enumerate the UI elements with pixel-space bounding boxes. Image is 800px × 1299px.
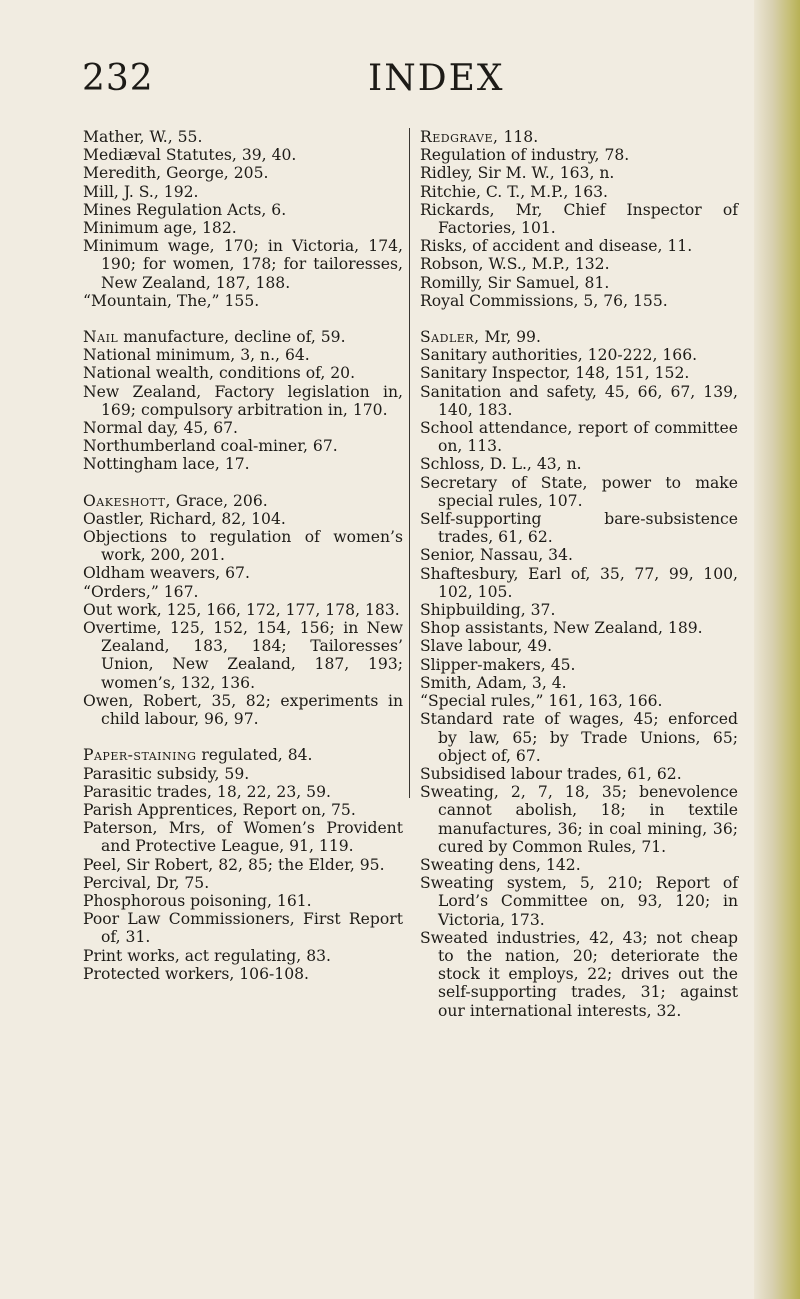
index-entry	[83, 801, 403, 819]
index-entry-text: Regulation of industry, 78.	[420, 146, 630, 165]
index-entry	[83, 419, 403, 437]
index-entry	[83, 219, 403, 237]
index-entry-text: Shaftesbury, Earl of, 35, 77, 99, 100, 102, 105.	[420, 564, 738, 601]
index-entry	[83, 146, 403, 164]
index-entry-lead: Paper-staining	[83, 746, 197, 765]
index-entry-lead: Redgrave,	[420, 128, 499, 146]
index-entry-text: Sweating dens, 142.	[420, 855, 581, 874]
section-gap	[420, 310, 738, 328]
index-entry-text: Grace, 206.	[170, 491, 268, 510]
index-entry-text: Mill, J. S., 192.	[83, 182, 199, 201]
index-entry-text: National wealth, conditions of, 20.	[83, 364, 356, 383]
index-entry	[83, 510, 403, 528]
page-header	[0, 58, 800, 108]
index-entry	[83, 201, 403, 219]
index-entry-text: Sweated industries, 42, 43; not cheap to the nation, 20; deteriorate the stock it employs, 22; drives out the self-supporting trades, 31; against our international interests, 32.	[420, 928, 738, 1020]
index-entry-text: Smith, Adam, 3, 4.	[420, 673, 567, 692]
index-entry-text: “Special rules,” 161, 163, 166.	[420, 692, 663, 711]
index-entry	[420, 710, 738, 765]
index-entry	[83, 455, 403, 473]
index-entry-text: Paterson, Mrs, of Women’s Provident and Protective League, 91, 119.	[83, 819, 403, 856]
index-entry-text: Meredith, George, 205.	[83, 164, 269, 183]
index-entry	[420, 364, 738, 382]
index-entry-text: Senior, Nassau, 34.	[420, 546, 573, 565]
index-entry-text: Mr, 99.	[479, 328, 541, 347]
running-title: INDEX	[368, 58, 505, 99]
index-entry	[420, 474, 738, 510]
index-entry-text: Sweating system, 5, 210; Report of Lord’s Committee on, 93, 120; in Victoria, 173.	[420, 874, 738, 929]
index-entry	[420, 274, 738, 292]
index-entry-text: Parish Apprentices, Report on, 75.	[83, 800, 356, 819]
index-entry	[420, 164, 738, 182]
index-entry	[420, 383, 738, 419]
index-entry	[420, 183, 738, 201]
index-entry	[83, 564, 403, 582]
index-entry-text: Shop assistants, New Zealand, 189.	[420, 619, 703, 638]
index-entry	[83, 856, 403, 874]
index-entry	[83, 128, 403, 146]
index-entry	[420, 674, 738, 692]
index-entry	[83, 346, 403, 364]
index-entry	[83, 765, 403, 783]
index-entry	[420, 510, 738, 546]
index-column-right	[420, 128, 738, 1020]
index-entry-text: Owen, Robert, 35, 82; experiments in child labour, 96, 97.	[83, 691, 403, 729]
index-entry	[420, 255, 738, 273]
index-entry	[420, 637, 738, 655]
index-entry-text: Phosphorous poisoning, 161.	[83, 891, 312, 910]
index-entry	[420, 656, 738, 674]
index-entry-text: Mather, W., 55.	[83, 128, 203, 146]
index-entry-text: Mediæval Statutes, 39, 40.	[83, 146, 297, 165]
index-entry	[420, 455, 738, 473]
index-entry-text: National minimum, 3, n., 64.	[83, 346, 310, 365]
index-entry	[83, 965, 403, 983]
index-entry	[420, 146, 738, 164]
index-entry-text: Parasitic trades, 18, 22, 23, 59.	[83, 782, 331, 801]
index-entry-text: Minimum age, 182.	[83, 219, 237, 238]
index-entry	[420, 601, 738, 619]
index-entry-text: regulated, 84.	[196, 746, 313, 765]
index-entry-lead: Oakeshott,	[83, 491, 171, 510]
index-column-left	[83, 128, 403, 983]
index-entry-text: “Mountain, The,” 155.	[83, 291, 260, 310]
index-entry-text: Ritchie, C. T., M.P., 163.	[420, 182, 609, 201]
index-entry	[83, 783, 403, 801]
index-entry	[83, 364, 403, 382]
index-entry	[420, 237, 738, 255]
index-entry	[420, 765, 738, 783]
index-entry-text: New Zealand, Factory legislation in, 169; compulsory arbitration in, 170.	[83, 382, 403, 419]
index-entry-text: Overtime, 125, 152, 154, 156; in New Zealand, 183, 184; Tailoresses’ Union, New Zealand, 187, 193; women’s, 132, 136.	[83, 619, 403, 692]
index-entry	[420, 292, 738, 310]
index-entry	[420, 328, 738, 346]
index-entry-text: Ridley, Sir M. W., 163, n.	[420, 164, 615, 183]
index-entry	[83, 292, 403, 310]
index-entry	[83, 910, 403, 946]
index-entry-text: Sanitation and safety, 45, 66, 67, 139, 140, 183.	[420, 382, 738, 419]
section-gap	[83, 474, 403, 492]
index-entry	[83, 328, 403, 346]
index-entry	[83, 237, 403, 292]
index-entry-text: Objections to regulation of women’s work, 200, 201.	[83, 528, 403, 565]
index-entry-text: Standard rate of wages, 45; enforced by law, 65; by Trade Unions, 65; object of, 67.	[420, 710, 738, 765]
index-entry-text: Risks, of accident and disease, 11.	[420, 237, 693, 256]
index-entry-text: Peel, Sir Robert, 82, 85; the Elder, 95.	[83, 855, 385, 874]
index-entry	[420, 346, 738, 364]
index-entry-text: Out work, 125, 166, 172, 177, 178, 183.	[83, 600, 400, 619]
section-gap	[83, 310, 403, 328]
column-divider	[409, 128, 410, 798]
index-entry	[83, 746, 403, 764]
index-entry-text: Schloss, D. L., 43, n.	[420, 455, 582, 474]
index-entry	[83, 892, 403, 910]
index-entry-text: Percival, Dr, 75.	[83, 873, 210, 892]
index-entry	[420, 128, 738, 146]
index-entry-lead: Nail	[83, 328, 119, 347]
index-entry-text: Mines Regulation Acts, 6.	[83, 200, 287, 219]
index-entry-text: Print works, act regulating, 83.	[83, 946, 331, 965]
index-entry	[420, 783, 738, 856]
index-entry-text: Poor Law Commissioners, First Report of, 31.	[83, 910, 403, 947]
index-entry	[83, 874, 403, 892]
index-entry-text: Self-supporting bare-subsistence trades, 61, 62.	[420, 510, 738, 547]
index-entry-text: Rickards, Mr, Chief Inspector of Factories, 101.	[420, 200, 738, 238]
index-entry-lead: Sadler,	[420, 328, 480, 347]
index-entry-text: Slipper-makers, 45.	[420, 655, 576, 674]
index-entry-text: Sanitary Inspector, 148, 151, 152.	[420, 364, 690, 383]
index-entry-text: 118.	[498, 128, 539, 146]
index-entry	[420, 419, 738, 455]
index-entry-text: Protected workers, 106-108.	[83, 964, 309, 983]
index-entry-text: Nottingham lace, 17.	[83, 455, 250, 474]
index-entry	[420, 201, 738, 237]
index-entry	[420, 692, 738, 710]
page-number: 232	[82, 58, 154, 99]
index-entry	[83, 492, 403, 510]
index-entry-text: Secretary of State, power to make special rules, 107.	[420, 473, 738, 510]
index-entry	[83, 601, 403, 619]
index-entry-text: Parasitic subsidy, 59.	[83, 764, 250, 783]
index-entry-text: School attendance, report of committee on, 113.	[420, 419, 738, 456]
index-entry-text: Normal day, 45, 67.	[83, 419, 239, 438]
index-entry	[420, 546, 738, 564]
index-entry	[420, 619, 738, 637]
index-entry	[83, 383, 403, 419]
index-entry-text: Shipbuilding, 37.	[420, 601, 556, 620]
index-entry-text: Northumberland coal-miner, 67.	[83, 437, 338, 456]
index-entry	[83, 183, 403, 201]
page-edge	[754, 0, 800, 1299]
index-entry	[83, 583, 403, 601]
index-entry-text: manufacture, decline of, 59.	[118, 328, 346, 347]
index-entry	[83, 692, 403, 728]
index-entry-text: Romilly, Sir Samuel, 81.	[420, 273, 610, 292]
index-entry-text: Sanitary authorities, 120-222, 166.	[420, 346, 698, 365]
index-entry	[420, 874, 738, 929]
index-entry-text: Subsidised labour trades, 61, 62.	[420, 764, 682, 783]
index-entry	[83, 528, 403, 564]
index-entry	[83, 619, 403, 692]
index-entry-text: Slave labour, 49.	[420, 637, 553, 656]
index-entry	[83, 947, 403, 965]
index-entry-text: Minimum wage, 170; in Victoria, 174, 190; for women, 178; for tailoresses, New Zealand, 187, 188.	[83, 237, 403, 292]
index-entry-text: “Orders,” 167.	[83, 582, 199, 601]
index-entry	[420, 565, 738, 601]
index-entry	[83, 819, 403, 855]
index-entry	[420, 856, 738, 874]
index-entry-text: Oldham weavers, 67.	[83, 564, 250, 583]
index-entry-text: Sweating, 2, 7, 18, 35; benevolence cannot abolish, 18; in textile manufactures, 36; in coal mining, 36; cured by Common Rules, 71.	[420, 783, 738, 856]
index-entry	[420, 929, 738, 1020]
index-entry-text: Robson, W.S., M.P., 132.	[420, 255, 610, 274]
index-entry	[83, 164, 403, 182]
index-entry-text: Royal Commissions, 5, 76, 155.	[420, 291, 668, 310]
index-entry-text: Oastler, Richard, 82, 104.	[83, 509, 286, 528]
index-entry	[83, 437, 403, 455]
section-gap	[83, 728, 403, 746]
